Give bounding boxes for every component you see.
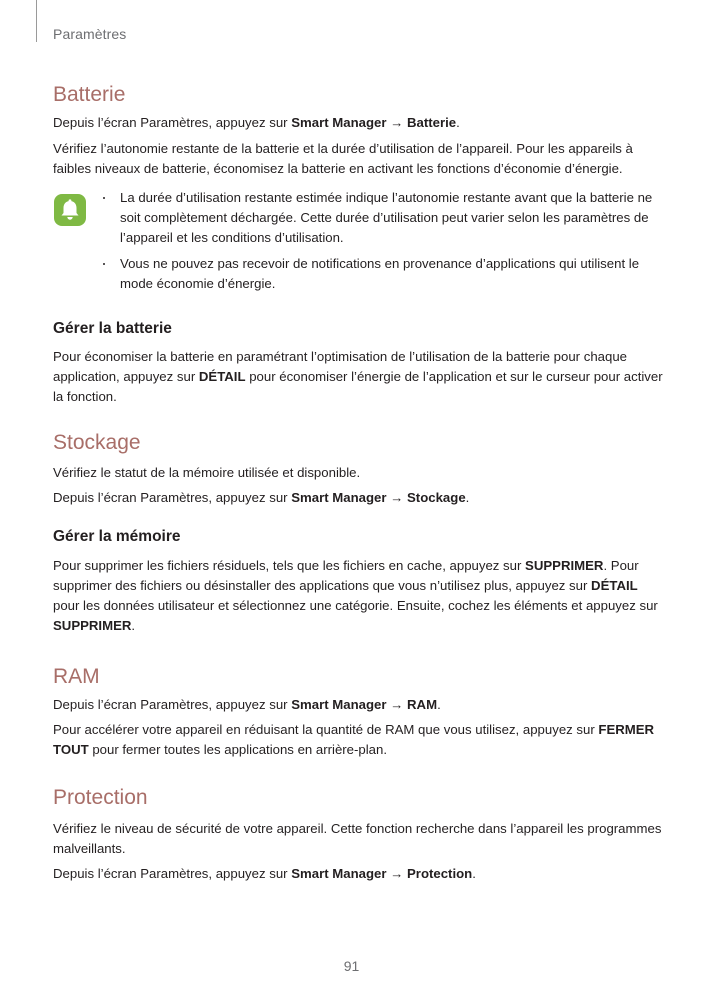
page-content xyxy=(53,80,663,884)
ram-text: Pour accélérer votre appareil en réduisant la quantité de RAM que vous utilisez, appuyez sur FERMER TOUT pour fermer toutes les applications en arrière-plan. xyxy=(53,722,655,757)
running-header: Paramètres xyxy=(53,26,127,42)
header-rule xyxy=(36,0,37,42)
note-item: La durée d’utilisation restante estimée indique l’autonomie restante avant que la batterie ne soit complètement déchargée. Cette durée d’utilisation peut varier selon les paramètres de l’appareil et les conditions d’utilisation. xyxy=(100,188,663,248)
stockage-path: Depuis l’écran Paramètres, appuyez sur Smart Manager → Stockage. xyxy=(53,490,470,505)
note-list xyxy=(100,188,663,294)
ram-path: Depuis l’écran Paramètres, appuyez sur Smart Manager → RAM. xyxy=(53,697,441,712)
gerer-memoire-text: Pour supprimer les fichiers résiduels, tels que les fichiers en cache, appuyez sur SUPPRIMER. Pour supprimer des fichiers ou désinstaller des applications que vous n’utilisez plus, appuyez sur DÉTAIL pour les données utilisateur et sélectionnez une catégorie. Ensuite, cochez les éléments et appuyez sur SUPPRIMER. xyxy=(53,558,658,633)
bell-icon xyxy=(54,194,86,226)
note-block xyxy=(53,188,663,294)
section-title-protection: Protection xyxy=(53,786,148,809)
subsection-title-gerer-memoire: Gérer la mémoire xyxy=(53,528,181,545)
section-title-stockage: Stockage xyxy=(53,431,141,454)
smart-manager-label: Smart Manager xyxy=(291,866,387,881)
protection-path: Depuis l’écran Paramètres, appuyez sur Smart Manager → Protection. xyxy=(53,866,476,881)
smart-manager-label: Smart Manager xyxy=(291,115,387,130)
stockage-label: Stockage xyxy=(407,490,466,505)
smart-manager-label: Smart Manager xyxy=(291,697,387,712)
section-title-batterie: Batterie xyxy=(53,83,126,106)
note-item: Vous ne pouvez pas recevoir de notifications en provenance d’applications qui utilisent le mode économie d’énergie. xyxy=(100,254,663,294)
detail-label: DÉTAIL xyxy=(591,578,638,593)
batterie-path: Depuis l’écran Paramètres, appuyez sur Smart Manager → Batterie. xyxy=(53,115,460,130)
stockage-description: Vérifiez le statut de la mémoire utilisée et disponible. xyxy=(53,465,361,480)
supprimer-label: SUPPRIMER xyxy=(525,558,604,573)
gerer-batterie-text: Pour économiser la batterie en paramétrant l’optimisation de l’utilisation de la batterie pour chaque application, appuyez sur DÉTAIL pour économiser l’énergie de l’application et sur le curseur pour activer la fonction. xyxy=(53,349,663,404)
batterie-description: Vérifiez l’autonomie restante de la batterie et la durée d’utilisation de l’appareil. Pour les appareils à faibles niveaux de batterie, économisez la batterie en activant les fonctions d’économie d’énergie. xyxy=(53,141,633,176)
supprimer-label: SUPPRIMER xyxy=(53,618,132,633)
protection-description: Vérifiez le niveau de sécurité de votre appareil. Cette fonction recherche dans l’appareil les programmes malveillants. xyxy=(53,821,662,856)
section-title-ram: RAM xyxy=(53,665,100,688)
ram-label: RAM xyxy=(407,697,438,712)
protection-label: Protection xyxy=(407,866,473,881)
subsection-title-gerer-batterie: Gérer la batterie xyxy=(53,320,172,337)
fermer-tout-label: FERMER TOUT xyxy=(53,722,655,757)
page-number: 91 xyxy=(343,958,360,974)
detail-label: DÉTAIL xyxy=(198,369,246,384)
batterie-label: Batterie xyxy=(407,115,457,130)
smart-manager-label: Smart Manager xyxy=(291,490,387,505)
